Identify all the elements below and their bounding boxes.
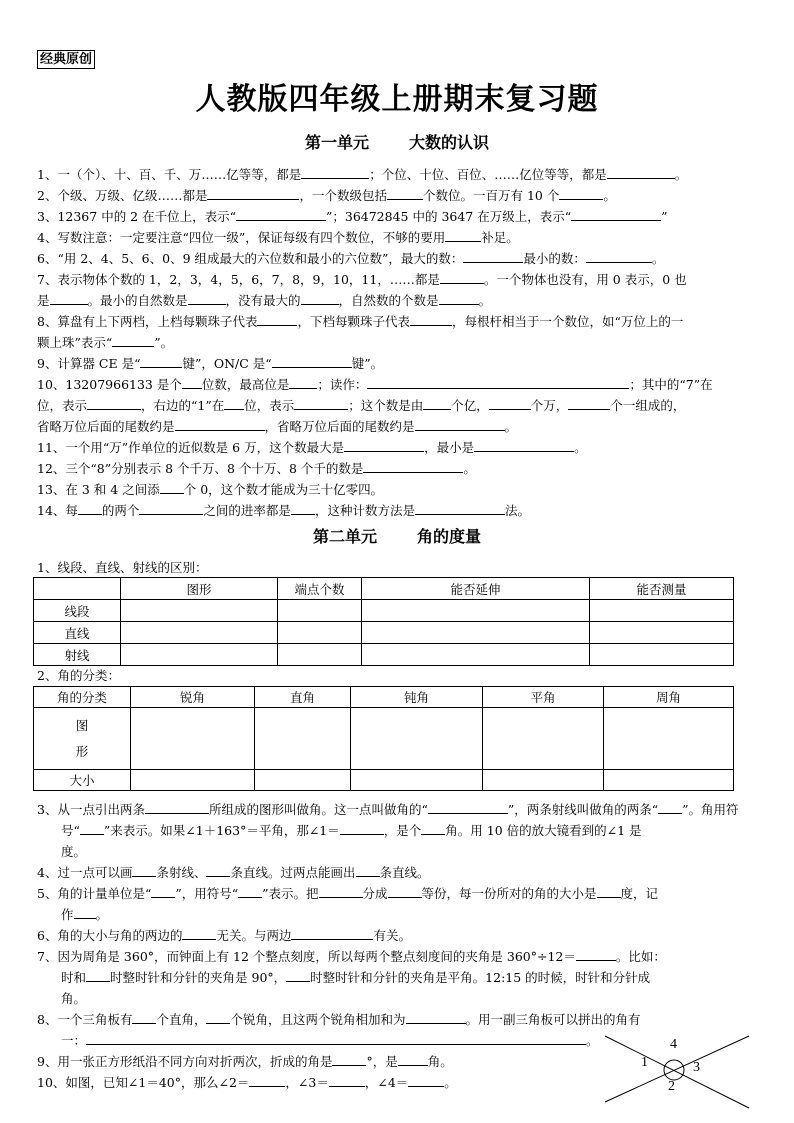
answer-cell[interactable] bbox=[590, 622, 734, 644]
question-text: ，没有最大的 bbox=[225, 293, 301, 308]
answer-blank[interactable] bbox=[294, 395, 348, 410]
question-q1-14 bbox=[37, 500, 762, 521]
answer-blank[interactable] bbox=[388, 883, 422, 898]
question-text: 2、个级、万级、亿级……都是 bbox=[37, 188, 208, 203]
question-text: 9、用一张正方形纸沿不同方向对折两次，折成的角是 bbox=[37, 1054, 333, 1069]
question-text: ，∠3＝ bbox=[285, 1075, 329, 1090]
answer-blank[interactable] bbox=[286, 967, 310, 982]
question-text: 法。 bbox=[504, 503, 530, 518]
answer-blank[interactable] bbox=[87, 395, 141, 410]
table2-header-cell: 钝角 bbox=[351, 687, 483, 708]
unit2-name: 角的度量 bbox=[417, 527, 482, 546]
line-comparison-table bbox=[33, 577, 734, 666]
question-text: 个亿， bbox=[451, 398, 489, 413]
question-text: ；这个数是由 bbox=[348, 398, 424, 413]
question-text: 度。 bbox=[61, 844, 87, 859]
answer-blank[interactable] bbox=[206, 1009, 230, 1024]
answer-blank[interactable] bbox=[410, 311, 452, 326]
question-text: 有关。 bbox=[373, 928, 411, 943]
question-text: 1、一（个）、十、百、千、万……亿等等，都是 bbox=[37, 167, 302, 182]
question-text: 4、过一点可以画 bbox=[37, 865, 133, 880]
answer-cell[interactable] bbox=[483, 708, 604, 770]
answer-blank[interactable] bbox=[586, 248, 652, 263]
answer-blank[interactable] bbox=[112, 332, 154, 347]
question-text: 。最小的自然数是 bbox=[87, 293, 188, 308]
question-text: 号“ bbox=[61, 823, 80, 838]
header-tag: 经典原创 bbox=[37, 50, 95, 69]
question-text: 条直线。 bbox=[379, 865, 430, 880]
question-text: 8、算盘有上下两档，上档每颗珠子代表 bbox=[37, 314, 258, 329]
table-row bbox=[34, 708, 734, 770]
question-text: 省略万位后面的尾数约是 bbox=[37, 419, 175, 434]
question-text: 12、三个“8”分别表示 8 个千万、8 个十万、8 个千的数是 bbox=[37, 461, 364, 476]
question-text: 。 bbox=[574, 440, 587, 455]
answer-cell[interactable] bbox=[351, 708, 483, 770]
answer-cell[interactable] bbox=[255, 770, 351, 791]
answer-blank[interactable] bbox=[257, 311, 297, 326]
question-q1-3 bbox=[37, 206, 762, 227]
question-text: 3、从一点引出两条 bbox=[37, 802, 145, 817]
question-q1-8b bbox=[37, 332, 762, 353]
answer-cell[interactable] bbox=[121, 622, 278, 644]
answer-cell[interactable] bbox=[351, 770, 483, 791]
answer-cell[interactable] bbox=[121, 600, 278, 622]
question-q2-7b bbox=[61, 967, 761, 988]
question-q2-7a bbox=[37, 946, 762, 967]
table1-row-label: 射线 bbox=[34, 644, 121, 666]
question-text: 个锐角，且这两个锐角相加和为 bbox=[230, 1012, 406, 1027]
table2-header-cell: 锐角 bbox=[131, 687, 255, 708]
answer-cell[interactable] bbox=[362, 622, 590, 644]
question-text: 所组成的图形叫做角。这一点叫做角的“ bbox=[208, 802, 428, 817]
answer-blank[interactable] bbox=[50, 290, 88, 305]
answer-blank[interactable] bbox=[291, 500, 315, 515]
answer-cell[interactable] bbox=[483, 770, 604, 791]
answer-blank[interactable] bbox=[398, 1051, 428, 1066]
question-q2-3c bbox=[61, 841, 761, 862]
question-q1-1 bbox=[37, 164, 762, 185]
question-text: ”，用符号“ bbox=[175, 886, 239, 901]
answer-cell[interactable] bbox=[131, 708, 255, 770]
question-text: 7、因为周角是 360°，而钟面上有 12 个整点刻度，所以每两个整点刻度间的夹角是 360°÷12＝ bbox=[37, 949, 576, 964]
answer-blank[interactable] bbox=[489, 395, 531, 410]
angle-diagram bbox=[597, 1016, 757, 1116]
question-text: 之间的进率都是 bbox=[203, 503, 291, 518]
answer-blank[interactable] bbox=[428, 799, 508, 814]
answer-blank[interactable] bbox=[439, 290, 479, 305]
question-text: ”，两条射线叫做角的两条“ bbox=[507, 802, 659, 817]
answer-blank[interactable] bbox=[415, 416, 505, 431]
answer-blank[interactable] bbox=[207, 185, 299, 200]
question-text: 。 bbox=[651, 251, 665, 266]
answer-blank[interactable] bbox=[319, 883, 363, 898]
unit1-heading bbox=[0, 132, 794, 154]
question-text: 。 bbox=[674, 167, 688, 182]
question-text: 一： bbox=[61, 1033, 87, 1048]
table1-header-cell: 能否延伸 bbox=[362, 578, 590, 600]
question-text: ”。角用符 bbox=[682, 802, 739, 817]
answer-blank[interactable] bbox=[301, 164, 369, 179]
question-text: 个直角， bbox=[156, 1012, 207, 1027]
question-text: 。 bbox=[463, 461, 476, 476]
diagram-label-1: 1 bbox=[641, 1055, 648, 1070]
question-text: ；个位、十位、百位、……亿位等等，都是 bbox=[369, 167, 607, 182]
table1-header-row bbox=[34, 578, 734, 600]
answer-blank[interactable] bbox=[78, 500, 102, 515]
answer-cell[interactable] bbox=[278, 622, 362, 644]
question-text: 最小的数： bbox=[523, 251, 586, 266]
question-text: ，这种计数方法是 bbox=[314, 503, 415, 518]
question-text: 个数位。一百万有 10 个 bbox=[422, 188, 560, 203]
question-text: 键”。 bbox=[351, 356, 384, 371]
question-text: ，最小是 bbox=[424, 440, 475, 455]
question-text: 补足。 bbox=[481, 230, 519, 245]
question-text: 时整时针和分针的夹角是平角。12:15 的时候，时针和分针成 bbox=[310, 970, 651, 985]
question-text: ”。 bbox=[154, 335, 174, 350]
answer-blank[interactable] bbox=[182, 374, 202, 389]
answer-blank[interactable] bbox=[238, 883, 262, 898]
table2-row-label-shape bbox=[34, 708, 131, 770]
question-text: 时和 bbox=[61, 970, 87, 985]
question-text: 。 bbox=[444, 1075, 457, 1090]
table-row bbox=[34, 622, 734, 644]
unit2-q1-label: 1、线段、直线、射线的区别： bbox=[37, 560, 208, 575]
question-text: ，省略万位后面的尾数约是 bbox=[264, 419, 415, 434]
question-text: 5、角的计量单位是“ bbox=[37, 886, 152, 901]
answer-blank[interactable] bbox=[340, 820, 384, 835]
answer-blank[interactable] bbox=[344, 437, 424, 452]
question-text: 。 bbox=[478, 293, 492, 308]
question-text: 9、计算器 CE 是“ bbox=[37, 356, 141, 371]
page-title: 人教版四年级上册期末复习题 bbox=[195, 82, 599, 117]
answer-cell[interactable] bbox=[604, 770, 734, 791]
answer-cell[interactable] bbox=[255, 708, 351, 770]
answer-blank[interactable] bbox=[145, 799, 209, 814]
table2-header-cell: 周角 bbox=[604, 687, 734, 708]
question-text: 位，表示 bbox=[244, 398, 295, 413]
diagram-line-b bbox=[605, 1036, 749, 1108]
question-text: 13、在 3 和 4 之间添 bbox=[37, 482, 160, 497]
question-text: 分成 bbox=[362, 886, 388, 901]
answer-blank[interactable] bbox=[80, 820, 104, 835]
table2-shape-bottom: 形 bbox=[75, 743, 89, 759]
question-text: 角。用 10 倍的放大镜看到的∠1 是 bbox=[445, 823, 642, 838]
question-q1-11 bbox=[37, 437, 762, 458]
question-text: 7、表示物体个数的 1，2，3，4，5，6，7，8，9，10，11，……都是 bbox=[37, 272, 440, 287]
answer-blank[interactable] bbox=[568, 395, 610, 410]
question-text: ；读作： bbox=[317, 377, 368, 392]
question-text: 3、12367 中的 2 在千位上，表示“ bbox=[37, 209, 236, 224]
answer-cell[interactable] bbox=[590, 600, 734, 622]
question-q2-7c bbox=[61, 988, 761, 1009]
question-text: 颗上珠”表示“ bbox=[37, 335, 113, 350]
answer-blank[interactable] bbox=[132, 862, 156, 877]
answer-blank[interactable] bbox=[463, 248, 523, 263]
question-text: °，是 bbox=[366, 1054, 398, 1069]
unit2-number: 第二单元 bbox=[312, 527, 377, 546]
table2-shape-top: 图 bbox=[75, 717, 89, 733]
question-text: 是 bbox=[37, 293, 50, 308]
question-text: ，自然数的个数是 bbox=[338, 293, 439, 308]
answer-blank[interactable] bbox=[206, 862, 230, 877]
question-q2-4 bbox=[37, 862, 762, 883]
answer-blank[interactable] bbox=[329, 1072, 365, 1087]
question-text: 个一组成的， bbox=[610, 398, 686, 413]
answer-cell[interactable] bbox=[362, 644, 590, 666]
answer-blank[interactable] bbox=[291, 925, 373, 940]
question-text: ；其中的“7”在 bbox=[629, 377, 713, 392]
question-text: 10、13207966133 是个 bbox=[37, 377, 182, 392]
answer-blank[interactable] bbox=[175, 416, 265, 431]
question-text: 14、每 bbox=[37, 503, 78, 518]
question-q1-10a bbox=[37, 374, 762, 395]
question-q1-7b bbox=[37, 290, 762, 311]
answer-cell[interactable] bbox=[131, 770, 255, 791]
question-text: 6、“用 2、4、5、6、0、9 组成最大的六位数和最小的六位数”，最大的数： bbox=[37, 251, 464, 266]
table1-header-cell bbox=[34, 578, 121, 600]
answer-blank[interactable] bbox=[559, 185, 603, 200]
question-text: ”来表示。如果∠1＋163°＝平角，那∠1＝ bbox=[103, 823, 340, 838]
answer-cell[interactable] bbox=[590, 644, 734, 666]
answer-blank[interactable] bbox=[236, 206, 326, 221]
answer-blank[interactable] bbox=[249, 1072, 285, 1087]
answer-blank[interactable] bbox=[445, 227, 481, 242]
angle-classification-table bbox=[33, 686, 734, 791]
question-q1-7a bbox=[37, 269, 762, 290]
answer-blank[interactable] bbox=[301, 290, 339, 305]
answer-blank[interactable] bbox=[367, 374, 629, 389]
table-row bbox=[34, 644, 734, 666]
answer-blank[interactable] bbox=[415, 500, 505, 515]
answer-blank[interactable] bbox=[332, 1051, 366, 1066]
table1-row-label: 直线 bbox=[34, 622, 121, 644]
question-text: 条直线。过两点能画出 bbox=[230, 865, 356, 880]
answer-blank[interactable] bbox=[224, 395, 244, 410]
answer-cell[interactable] bbox=[362, 600, 590, 622]
question-text: 8、一个三角板有 bbox=[37, 1012, 133, 1027]
answer-blank[interactable] bbox=[160, 479, 184, 494]
question-text: ，是个 bbox=[383, 823, 422, 838]
question-text: 时整时针和分针的夹角是 90°， bbox=[110, 970, 287, 985]
question-text: 度，记 bbox=[620, 886, 659, 901]
question-text: 无关。与两边 bbox=[216, 928, 292, 943]
table2-row-label: 大小 bbox=[34, 770, 131, 791]
question-text: 键”，ON/C 是“ bbox=[182, 356, 272, 371]
answer-blank[interactable] bbox=[658, 799, 682, 814]
answer-blank[interactable] bbox=[182, 925, 216, 940]
table1-row-label: 线段 bbox=[34, 600, 121, 622]
question-text: ”；36472845 中的 3647 在万级上，表示“ bbox=[325, 209, 572, 224]
question-text: 角。 bbox=[427, 1054, 453, 1069]
answer-blank[interactable] bbox=[140, 353, 182, 368]
answer-blank[interactable] bbox=[132, 1009, 156, 1024]
diagram-label-4: 4 bbox=[670, 1037, 677, 1052]
unit2-q2-label: 2、角的分类： bbox=[37, 668, 120, 683]
question-text: 11、一个用“万”作单位的近似数是 6 万，这个数最大是 bbox=[37, 440, 345, 455]
question-text: 6、角的大小与角的两边的 bbox=[37, 928, 183, 943]
question-q2-5a bbox=[37, 883, 762, 904]
question-q1-2 bbox=[37, 185, 762, 206]
question-text: 条射线、 bbox=[156, 865, 207, 880]
question-q1-12 bbox=[37, 458, 762, 479]
question-text: 角。 bbox=[61, 991, 87, 1006]
answer-blank[interactable] bbox=[421, 820, 445, 835]
diagram-label-3: 3 bbox=[693, 1060, 700, 1075]
table2-header-cell: 直角 bbox=[255, 687, 351, 708]
question-q1-13 bbox=[37, 479, 762, 500]
question-text: 4、写数注意：一定要注意“四位一级”，保证每级有四个数位，不够的要用 bbox=[37, 230, 446, 245]
answer-blank[interactable] bbox=[74, 904, 96, 919]
question-q1-10c bbox=[37, 416, 762, 437]
question-text: 。 bbox=[603, 188, 616, 203]
answer-cell[interactable] bbox=[278, 644, 362, 666]
question-q1-6 bbox=[37, 248, 762, 269]
answer-blank[interactable] bbox=[188, 290, 226, 305]
question-text: 。用一副三角板可以拼出的角有 bbox=[465, 1012, 641, 1027]
diagram-label-2: 2 bbox=[668, 1079, 675, 1094]
answer-blank[interactable] bbox=[86, 967, 110, 982]
question-text: 。 bbox=[586, 1033, 599, 1048]
question-q2-3b bbox=[61, 820, 761, 841]
question-text: 位，表示 bbox=[37, 398, 88, 413]
unit1-number: 第一单元 bbox=[304, 133, 369, 152]
table-row bbox=[34, 600, 734, 622]
table2-header-cell: 角的分类 bbox=[34, 687, 131, 708]
table1-header-cell: 能否测量 bbox=[590, 578, 734, 600]
question-text: ” bbox=[661, 209, 668, 224]
answer-blank[interactable] bbox=[139, 500, 203, 515]
diagram-line-a bbox=[605, 1036, 749, 1102]
question-q1-10b bbox=[37, 395, 762, 416]
unit1-name: 大数的认识 bbox=[409, 133, 490, 152]
answer-blank[interactable] bbox=[151, 883, 175, 898]
question-text: 位数，最高位是 bbox=[201, 377, 290, 392]
question-q1-4 bbox=[37, 227, 762, 248]
question-q2-5b bbox=[61, 904, 761, 925]
answer-blank[interactable] bbox=[597, 883, 621, 898]
question-text: 10、如图，已知∠1＝40°，那么∠2＝ bbox=[37, 1075, 250, 1090]
answer-blank[interactable] bbox=[571, 206, 661, 221]
answer-cell[interactable] bbox=[278, 600, 362, 622]
answer-blank[interactable] bbox=[440, 269, 484, 284]
answer-blank[interactable] bbox=[289, 374, 317, 389]
table2-header-cell: 平角 bbox=[483, 687, 604, 708]
answer-blank[interactable] bbox=[576, 946, 616, 961]
answer-blank[interactable] bbox=[423, 395, 451, 410]
answer-blank[interactable] bbox=[408, 1072, 444, 1087]
answer-blank[interactable] bbox=[406, 1009, 466, 1024]
question-text: 作 bbox=[61, 907, 74, 922]
unit2-heading bbox=[0, 526, 794, 548]
question-text: ，下档每颗珠子代表 bbox=[297, 314, 410, 329]
question-text: 。 bbox=[504, 419, 518, 434]
question-text: ，右边的“1”在 bbox=[141, 398, 225, 413]
question-text: 的两个 bbox=[101, 503, 140, 518]
answer-cell[interactable] bbox=[604, 708, 734, 770]
answer-blank[interactable] bbox=[363, 458, 463, 473]
question-text: ，每根杆相当于一个数位，如“万位上的一 bbox=[451, 314, 684, 329]
question-text: ，一个数级包括 bbox=[299, 188, 387, 203]
question-text: 个万， bbox=[530, 398, 569, 413]
question-text: 等份，每一份所对的角的大小是 bbox=[421, 886, 597, 901]
answer-blank[interactable] bbox=[356, 862, 380, 877]
answer-blank[interactable] bbox=[272, 353, 352, 368]
question-q2-6 bbox=[37, 925, 762, 946]
question-text: 。比如： bbox=[615, 949, 666, 964]
answer-blank[interactable] bbox=[387, 185, 423, 200]
answer-blank[interactable] bbox=[607, 164, 675, 179]
question-text: 。 bbox=[95, 907, 109, 922]
table1-header-cell: 图形 bbox=[121, 578, 278, 600]
question-text: 。一个物体也没有，用 0 表示，0 也 bbox=[483, 272, 687, 287]
question-text: 个 0，这个数才能成为三十亿零四。 bbox=[183, 482, 384, 497]
table2-header-row bbox=[34, 687, 734, 708]
question-q2-3a bbox=[37, 799, 762, 820]
question-text: ，∠4＝ bbox=[364, 1075, 409, 1090]
question-text: ”表示。把 bbox=[262, 886, 319, 901]
answer-cell[interactable] bbox=[121, 644, 278, 666]
answer-blank[interactable] bbox=[474, 437, 574, 452]
table1-header-cell: 端点个数 bbox=[278, 578, 362, 600]
question-q1-9 bbox=[37, 353, 762, 374]
question-q1-8a bbox=[37, 311, 762, 332]
answer-blank[interactable] bbox=[86, 1030, 586, 1045]
table-row bbox=[34, 770, 734, 791]
